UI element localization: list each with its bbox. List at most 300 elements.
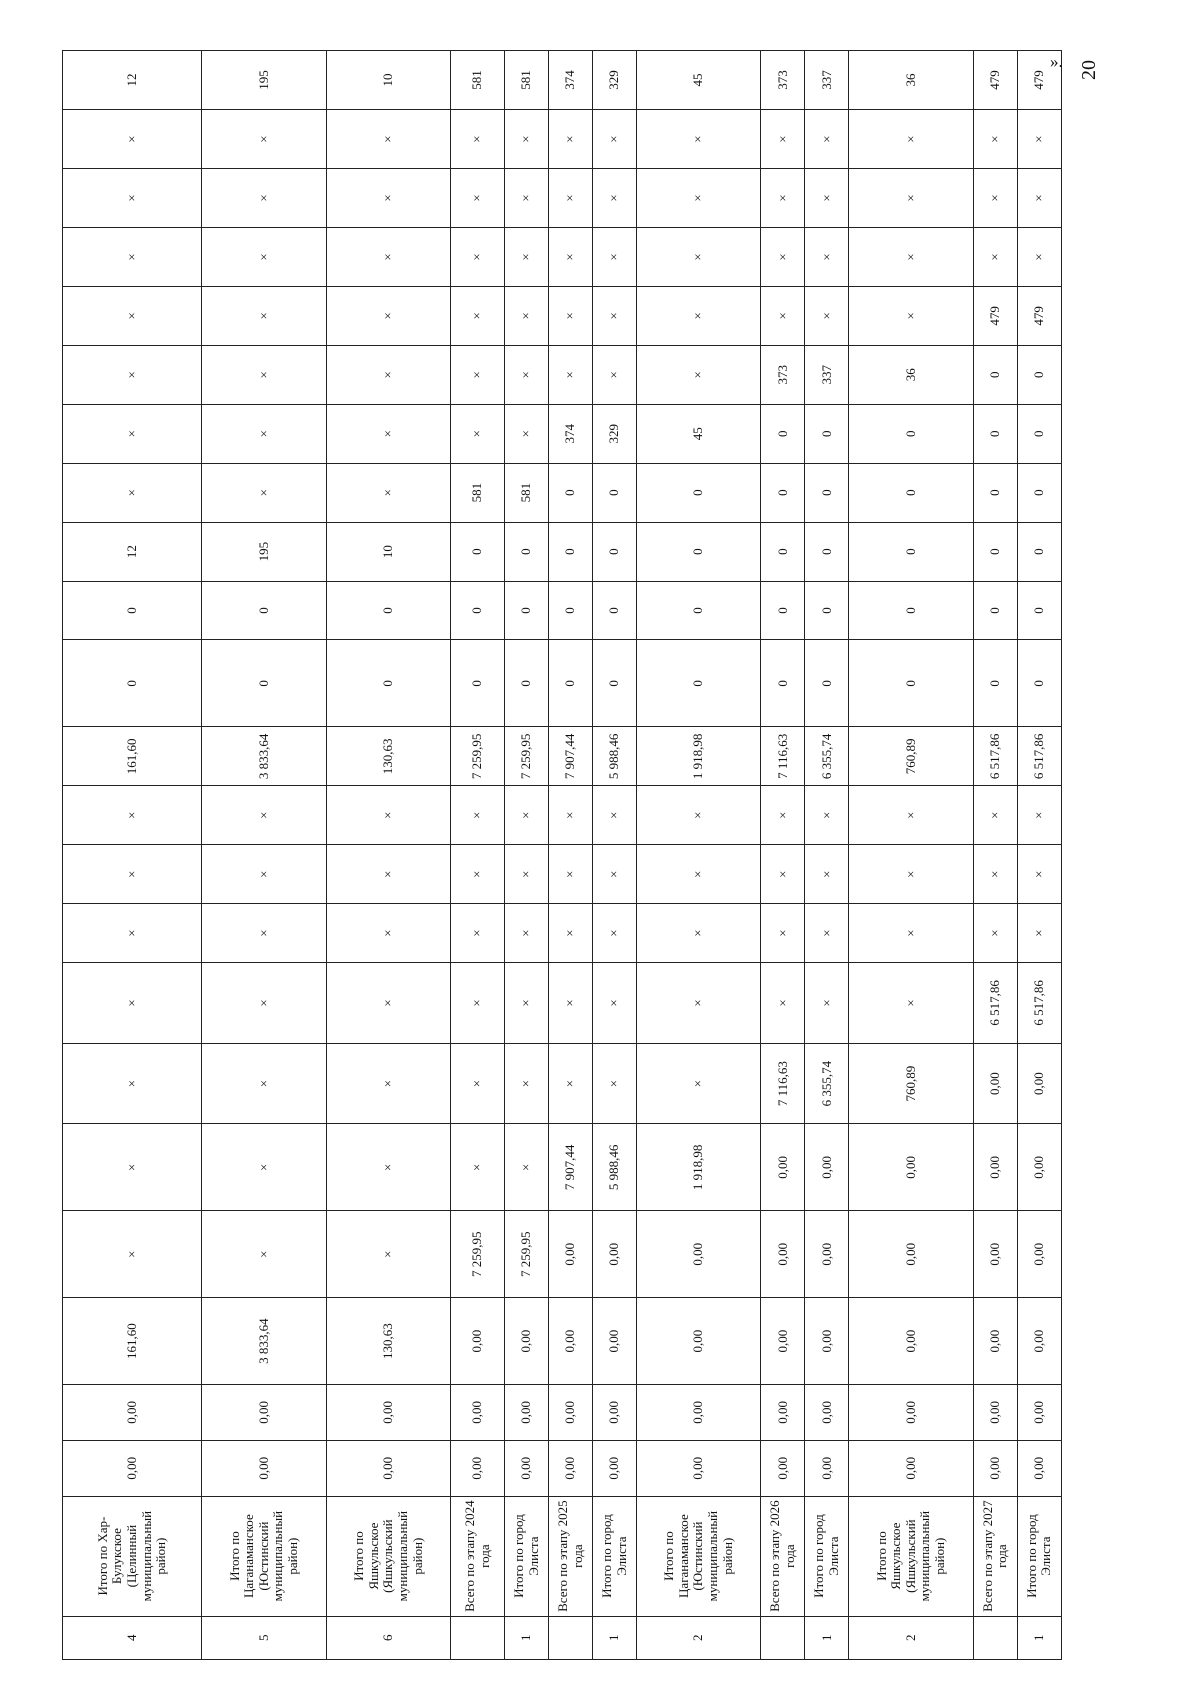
value-cell: 0 bbox=[1017, 581, 1061, 640]
value-cell: 760,89 bbox=[849, 727, 973, 786]
closing-quote-mark: ». bbox=[1050, 52, 1063, 71]
value-cell: 0 bbox=[761, 581, 805, 640]
value-cell: × bbox=[63, 904, 202, 963]
value-cell: 0,00 bbox=[637, 1298, 761, 1385]
value-cell: 0 bbox=[761, 404, 805, 463]
value-cell: × bbox=[63, 845, 202, 904]
value-cell: × bbox=[637, 168, 761, 227]
value-cell: 0,00 bbox=[202, 1440, 326, 1496]
value-cell: 10 bbox=[326, 522, 450, 581]
value-cell: 479 bbox=[973, 286, 1017, 345]
value-cell: 0,00 bbox=[1017, 1124, 1061, 1211]
value-cell: 0,00 bbox=[805, 1440, 849, 1496]
rotated-table-container bbox=[62, 50, 1082, 1660]
value-cell: 0 bbox=[849, 522, 973, 581]
value-cell: 0,00 bbox=[549, 1211, 593, 1298]
value-cell: 0,00 bbox=[1017, 1384, 1061, 1440]
value-cell: 7 259,95 bbox=[505, 727, 549, 786]
value-cell: × bbox=[505, 845, 549, 904]
value-cell: 6 517,86 bbox=[1017, 963, 1061, 1044]
row-name-cell: Итого по Хар-Булукское (Целинный муниципальный район) bbox=[63, 1496, 202, 1616]
value-cell: 0,00 bbox=[549, 1298, 593, 1385]
table-row bbox=[202, 51, 326, 1660]
value-cell: 12 bbox=[63, 51, 202, 110]
value-cell: 0 bbox=[805, 640, 849, 727]
value-cell: × bbox=[637, 286, 761, 345]
value-cell: × bbox=[326, 227, 450, 286]
value-cell: × bbox=[593, 110, 637, 169]
value-cell: × bbox=[1017, 168, 1061, 227]
value-cell: 0 bbox=[505, 522, 549, 581]
value-cell: 0,00 bbox=[1017, 1298, 1061, 1385]
value-cell: 0 bbox=[973, 345, 1017, 404]
value-cell: 0 bbox=[761, 522, 805, 581]
value-cell: × bbox=[761, 904, 805, 963]
value-cell: 0,00 bbox=[849, 1440, 973, 1496]
value-cell: 0,00 bbox=[973, 1384, 1017, 1440]
value-cell: 0,00 bbox=[637, 1211, 761, 1298]
value-cell: 10 bbox=[326, 51, 450, 110]
value-cell: 0 bbox=[973, 522, 1017, 581]
value-cell: 3 833,64 bbox=[202, 1298, 326, 1385]
value-cell: × bbox=[505, 227, 549, 286]
value-cell: × bbox=[849, 168, 973, 227]
value-cell: × bbox=[505, 1043, 549, 1124]
row-name-cell: Итого по Яшкульское (Яшкульский муниципальный район) bbox=[849, 1496, 973, 1616]
value-cell: 0,00 bbox=[593, 1384, 637, 1440]
value-cell: 6 517,86 bbox=[973, 727, 1017, 786]
value-cell: × bbox=[326, 845, 450, 904]
value-cell: 0 bbox=[849, 640, 973, 727]
value-cell: 0 bbox=[202, 640, 326, 727]
value-cell: 45 bbox=[637, 51, 761, 110]
value-cell: × bbox=[549, 963, 593, 1044]
value-cell: × bbox=[1017, 904, 1061, 963]
value-cell: 161,60 bbox=[63, 727, 202, 786]
value-cell: × bbox=[451, 404, 505, 463]
value-cell: × bbox=[326, 786, 450, 845]
value-cell: × bbox=[63, 110, 202, 169]
row-number-cell bbox=[761, 1616, 805, 1659]
value-cell: 0,00 bbox=[849, 1298, 973, 1385]
value-cell: 5 988,46 bbox=[593, 1124, 637, 1211]
page-number: 20 bbox=[1078, 60, 1100, 80]
row-name-cell: Итого по город Элиста bbox=[805, 1496, 849, 1616]
value-cell: 0 bbox=[761, 463, 805, 522]
value-cell: × bbox=[973, 786, 1017, 845]
value-cell: 0 bbox=[593, 640, 637, 727]
value-cell: 0 bbox=[1017, 640, 1061, 727]
value-cell: 373 bbox=[761, 51, 805, 110]
table-row bbox=[973, 51, 1017, 1660]
value-cell: 130,63 bbox=[326, 1298, 450, 1385]
value-cell: 0,00 bbox=[1017, 1440, 1061, 1496]
value-cell: × bbox=[451, 786, 505, 845]
value-cell: × bbox=[805, 845, 849, 904]
value-cell: 0,00 bbox=[549, 1440, 593, 1496]
value-cell: 0 bbox=[849, 463, 973, 522]
row-number-cell: 1 bbox=[805, 1616, 849, 1659]
value-cell: 1 918,98 bbox=[637, 727, 761, 786]
value-cell: × bbox=[63, 345, 202, 404]
value-cell: × bbox=[637, 786, 761, 845]
value-cell: × bbox=[326, 904, 450, 963]
value-cell: × bbox=[63, 227, 202, 286]
table-row bbox=[1017, 51, 1061, 1660]
value-cell: 0,00 bbox=[1017, 1211, 1061, 1298]
value-cell: 0,00 bbox=[973, 1440, 1017, 1496]
value-cell: 0,00 bbox=[761, 1384, 805, 1440]
value-cell: 337 bbox=[805, 345, 849, 404]
value-cell: × bbox=[805, 110, 849, 169]
value-cell: × bbox=[549, 110, 593, 169]
row-number-cell: 1 bbox=[1017, 1616, 1061, 1659]
value-cell: × bbox=[326, 168, 450, 227]
table-row bbox=[63, 51, 202, 1660]
table-row bbox=[505, 51, 549, 1660]
row-name-cell: Итого по город Элиста bbox=[1017, 1496, 1061, 1616]
value-cell: × bbox=[451, 227, 505, 286]
value-cell: × bbox=[63, 1211, 202, 1298]
value-cell: 0 bbox=[63, 581, 202, 640]
value-cell: 0,00 bbox=[637, 1384, 761, 1440]
value-cell: 0,00 bbox=[973, 1043, 1017, 1124]
row-number-cell: 5 bbox=[202, 1616, 326, 1659]
value-cell: × bbox=[849, 786, 973, 845]
value-cell: × bbox=[761, 963, 805, 1044]
value-cell: × bbox=[326, 345, 450, 404]
value-cell: × bbox=[805, 786, 849, 845]
value-cell: 0,00 bbox=[761, 1298, 805, 1385]
value-cell: 760,89 bbox=[849, 1043, 973, 1124]
value-cell: 0 bbox=[1017, 345, 1061, 404]
table-row bbox=[805, 51, 849, 1660]
value-cell: 0 bbox=[549, 640, 593, 727]
value-cell: 12 bbox=[63, 522, 202, 581]
value-cell: 0 bbox=[805, 522, 849, 581]
row-number-cell: 2 bbox=[637, 1616, 761, 1659]
value-cell: 36 bbox=[849, 345, 973, 404]
value-cell: 0 bbox=[451, 640, 505, 727]
value-cell: × bbox=[849, 286, 973, 345]
value-cell: × bbox=[326, 1124, 450, 1211]
value-cell: × bbox=[326, 963, 450, 1044]
value-cell: × bbox=[202, 404, 326, 463]
value-cell: 0,00 bbox=[63, 1440, 202, 1496]
value-cell: × bbox=[451, 110, 505, 169]
value-cell: 0,00 bbox=[505, 1440, 549, 1496]
value-cell: × bbox=[1017, 227, 1061, 286]
value-cell: 0 bbox=[549, 581, 593, 640]
value-cell: × bbox=[505, 963, 549, 1044]
value-cell: × bbox=[593, 286, 637, 345]
row-number-cell: 6 bbox=[326, 1616, 450, 1659]
value-cell: × bbox=[202, 345, 326, 404]
table-row bbox=[637, 51, 761, 1660]
row-name-cell: Всего по этапу 2027 года bbox=[973, 1496, 1017, 1616]
value-cell: 0,00 bbox=[805, 1384, 849, 1440]
value-cell: 36 bbox=[849, 51, 973, 110]
value-cell: × bbox=[1017, 845, 1061, 904]
value-cell: 6 355,74 bbox=[805, 1043, 849, 1124]
value-cell: × bbox=[637, 904, 761, 963]
row-number-cell bbox=[451, 1616, 505, 1659]
row-name-cell: Всего по этапу 2026 года bbox=[761, 1496, 805, 1616]
value-cell: 7 259,95 bbox=[505, 1211, 549, 1298]
value-cell: 581 bbox=[505, 51, 549, 110]
row-number-cell: 1 bbox=[505, 1616, 549, 1659]
value-cell: 0 bbox=[805, 463, 849, 522]
value-cell: × bbox=[505, 168, 549, 227]
value-cell: × bbox=[549, 845, 593, 904]
value-cell: × bbox=[202, 1124, 326, 1211]
value-cell: × bbox=[549, 345, 593, 404]
value-cell: × bbox=[593, 904, 637, 963]
value-cell: × bbox=[973, 168, 1017, 227]
row-number-cell bbox=[973, 1616, 1017, 1659]
value-cell: 0 bbox=[849, 581, 973, 640]
value-cell: × bbox=[637, 845, 761, 904]
value-cell: × bbox=[451, 963, 505, 1044]
value-cell: 0,00 bbox=[849, 1211, 973, 1298]
value-cell: 0 bbox=[973, 463, 1017, 522]
value-cell: 479 bbox=[1017, 286, 1061, 345]
value-cell: × bbox=[505, 786, 549, 845]
value-cell: 0 bbox=[593, 522, 637, 581]
value-cell: × bbox=[593, 168, 637, 227]
value-cell: 0,00 bbox=[202, 1384, 326, 1440]
table-row bbox=[849, 51, 973, 1660]
value-cell: × bbox=[505, 110, 549, 169]
row-number-cell: 4 bbox=[63, 1616, 202, 1659]
value-cell: × bbox=[637, 110, 761, 169]
row-name-cell: Итого по город Элиста bbox=[593, 1496, 637, 1616]
value-cell: 1 918,98 bbox=[637, 1124, 761, 1211]
value-cell: 0 bbox=[326, 640, 450, 727]
value-cell: × bbox=[326, 110, 450, 169]
value-cell: × bbox=[451, 1124, 505, 1211]
value-cell: 195 bbox=[202, 51, 326, 110]
value-cell: 195 bbox=[202, 522, 326, 581]
value-cell: 0,00 bbox=[505, 1298, 549, 1385]
value-cell: × bbox=[593, 1043, 637, 1124]
value-cell: × bbox=[849, 110, 973, 169]
row-name-cell: Итого по город Элиста bbox=[505, 1496, 549, 1616]
row-name-cell: Итого по Яшкульское (Яшкульский муниципальный район) bbox=[326, 1496, 450, 1616]
value-cell: × bbox=[973, 845, 1017, 904]
value-cell: × bbox=[202, 963, 326, 1044]
table-row bbox=[761, 51, 805, 1660]
value-cell: × bbox=[761, 110, 805, 169]
value-cell: × bbox=[1017, 786, 1061, 845]
value-cell: × bbox=[505, 345, 549, 404]
value-cell: × bbox=[637, 227, 761, 286]
value-cell: × bbox=[505, 404, 549, 463]
value-cell: × bbox=[849, 963, 973, 1044]
value-cell: 0 bbox=[973, 640, 1017, 727]
value-cell: 0,00 bbox=[1017, 1043, 1061, 1124]
table-row bbox=[451, 51, 505, 1660]
value-cell: 0 bbox=[326, 581, 450, 640]
value-cell: 479 bbox=[1017, 51, 1061, 110]
value-cell: × bbox=[63, 1124, 202, 1211]
value-cell: 0 bbox=[549, 522, 593, 581]
value-cell: 0,00 bbox=[326, 1384, 450, 1440]
value-cell: × bbox=[202, 1043, 326, 1124]
value-cell: 7 259,95 bbox=[451, 727, 505, 786]
value-cell: × bbox=[805, 904, 849, 963]
value-cell: × bbox=[637, 1043, 761, 1124]
value-cell: × bbox=[326, 1043, 450, 1124]
value-cell: × bbox=[549, 1043, 593, 1124]
value-cell: 0 bbox=[637, 640, 761, 727]
value-cell: × bbox=[805, 286, 849, 345]
value-cell: 0,00 bbox=[593, 1440, 637, 1496]
value-cell: 6 517,86 bbox=[973, 963, 1017, 1044]
value-cell: 6 517,86 bbox=[1017, 727, 1061, 786]
value-cell: 373 bbox=[761, 345, 805, 404]
value-cell: × bbox=[202, 786, 326, 845]
value-cell: × bbox=[451, 1043, 505, 1124]
value-cell: 45 bbox=[637, 404, 761, 463]
value-cell: 0,00 bbox=[451, 1440, 505, 1496]
row-name-cell: Всего по этапу 2025 года bbox=[549, 1496, 593, 1616]
value-cell: 0,00 bbox=[973, 1211, 1017, 1298]
value-cell: 0 bbox=[451, 522, 505, 581]
value-cell: × bbox=[805, 963, 849, 1044]
value-cell: 130,63 bbox=[326, 727, 450, 786]
value-cell: × bbox=[326, 463, 450, 522]
value-cell: × bbox=[63, 786, 202, 845]
value-cell: 0,00 bbox=[63, 1384, 202, 1440]
value-cell: × bbox=[202, 463, 326, 522]
value-cell: × bbox=[761, 845, 805, 904]
value-cell: × bbox=[326, 286, 450, 345]
value-cell: × bbox=[549, 786, 593, 845]
value-cell: × bbox=[202, 286, 326, 345]
value-cell: × bbox=[973, 904, 1017, 963]
value-cell: 0 bbox=[593, 581, 637, 640]
value-cell: 0,00 bbox=[326, 1440, 450, 1496]
value-cell: × bbox=[451, 286, 505, 345]
row-name-cell: Итого по Цаганаманское (Юстинский муниципальный район) bbox=[202, 1496, 326, 1616]
row-number-cell: 2 bbox=[849, 1616, 973, 1659]
value-cell: × bbox=[973, 227, 1017, 286]
value-cell: 0,00 bbox=[761, 1124, 805, 1211]
value-cell: 0 bbox=[549, 463, 593, 522]
value-cell: × bbox=[326, 404, 450, 463]
data-table bbox=[62, 50, 1062, 1660]
value-cell: × bbox=[761, 227, 805, 286]
value-cell: 0 bbox=[973, 404, 1017, 463]
value-cell: × bbox=[63, 963, 202, 1044]
value-cell: × bbox=[805, 227, 849, 286]
value-cell: 0,00 bbox=[973, 1298, 1017, 1385]
row-number-cell bbox=[549, 1616, 593, 1659]
value-cell: 7 907,44 bbox=[549, 1124, 593, 1211]
value-cell: 0 bbox=[849, 404, 973, 463]
value-cell: 0 bbox=[451, 581, 505, 640]
value-cell: × bbox=[451, 345, 505, 404]
value-cell: × bbox=[202, 168, 326, 227]
value-cell: 0,00 bbox=[451, 1298, 505, 1385]
value-cell: 0 bbox=[637, 522, 761, 581]
value-cell: × bbox=[1017, 110, 1061, 169]
value-cell: 581 bbox=[505, 463, 549, 522]
value-cell: 3 833,64 bbox=[202, 727, 326, 786]
value-cell: 7 116,63 bbox=[761, 727, 805, 786]
value-cell: × bbox=[202, 845, 326, 904]
value-cell: × bbox=[805, 168, 849, 227]
value-cell: 0 bbox=[637, 463, 761, 522]
value-cell: 0,00 bbox=[849, 1124, 973, 1211]
value-cell: 0 bbox=[1017, 463, 1061, 522]
value-cell: 161,60 bbox=[63, 1298, 202, 1385]
table-row bbox=[593, 51, 637, 1660]
value-cell: × bbox=[505, 1124, 549, 1211]
row-name-cell: Всего по этапу 2024 года bbox=[451, 1496, 505, 1616]
value-cell: 7 116,63 bbox=[761, 1043, 805, 1124]
value-cell: × bbox=[63, 404, 202, 463]
value-cell: 0,00 bbox=[761, 1440, 805, 1496]
value-cell: 7 259,95 bbox=[451, 1211, 505, 1298]
value-cell: 0,00 bbox=[593, 1298, 637, 1385]
value-cell: 0 bbox=[1017, 404, 1061, 463]
row-name-cell: Итого по Цаганаманское (Юстинский муниципальный район) bbox=[637, 1496, 761, 1616]
value-cell: 0,00 bbox=[505, 1384, 549, 1440]
value-cell: × bbox=[451, 845, 505, 904]
value-cell: 0,00 bbox=[805, 1124, 849, 1211]
value-cell: × bbox=[761, 286, 805, 345]
value-cell: 0 bbox=[505, 640, 549, 727]
value-cell: 0,00 bbox=[761, 1211, 805, 1298]
value-cell: 0,00 bbox=[805, 1211, 849, 1298]
value-cell: 0,00 bbox=[451, 1384, 505, 1440]
value-cell: 0 bbox=[973, 581, 1017, 640]
value-cell: × bbox=[63, 168, 202, 227]
value-cell: × bbox=[549, 227, 593, 286]
value-cell: × bbox=[593, 227, 637, 286]
value-cell: × bbox=[326, 1211, 450, 1298]
value-cell: 0,00 bbox=[549, 1384, 593, 1440]
value-cell: 0 bbox=[505, 581, 549, 640]
value-cell: 0 bbox=[202, 581, 326, 640]
value-cell: 0 bbox=[805, 581, 849, 640]
value-cell: 0,00 bbox=[973, 1124, 1017, 1211]
value-cell: 7 907,44 bbox=[549, 727, 593, 786]
value-cell: × bbox=[451, 904, 505, 963]
value-cell: × bbox=[637, 345, 761, 404]
value-cell: × bbox=[593, 845, 637, 904]
value-cell: × bbox=[593, 345, 637, 404]
value-cell: 0,00 bbox=[637, 1440, 761, 1496]
value-cell: × bbox=[973, 110, 1017, 169]
value-cell: 0,00 bbox=[805, 1298, 849, 1385]
value-cell: × bbox=[63, 463, 202, 522]
value-cell: 329 bbox=[593, 404, 637, 463]
value-cell: × bbox=[202, 110, 326, 169]
value-cell: × bbox=[202, 227, 326, 286]
value-cell: 581 bbox=[451, 51, 505, 110]
value-cell: × bbox=[637, 963, 761, 1044]
table-row bbox=[549, 51, 593, 1660]
value-cell: × bbox=[505, 286, 549, 345]
value-cell: × bbox=[549, 168, 593, 227]
value-cell: 581 bbox=[451, 463, 505, 522]
value-cell: 374 bbox=[549, 404, 593, 463]
value-cell: 0,00 bbox=[593, 1211, 637, 1298]
value-cell: 329 bbox=[593, 51, 637, 110]
